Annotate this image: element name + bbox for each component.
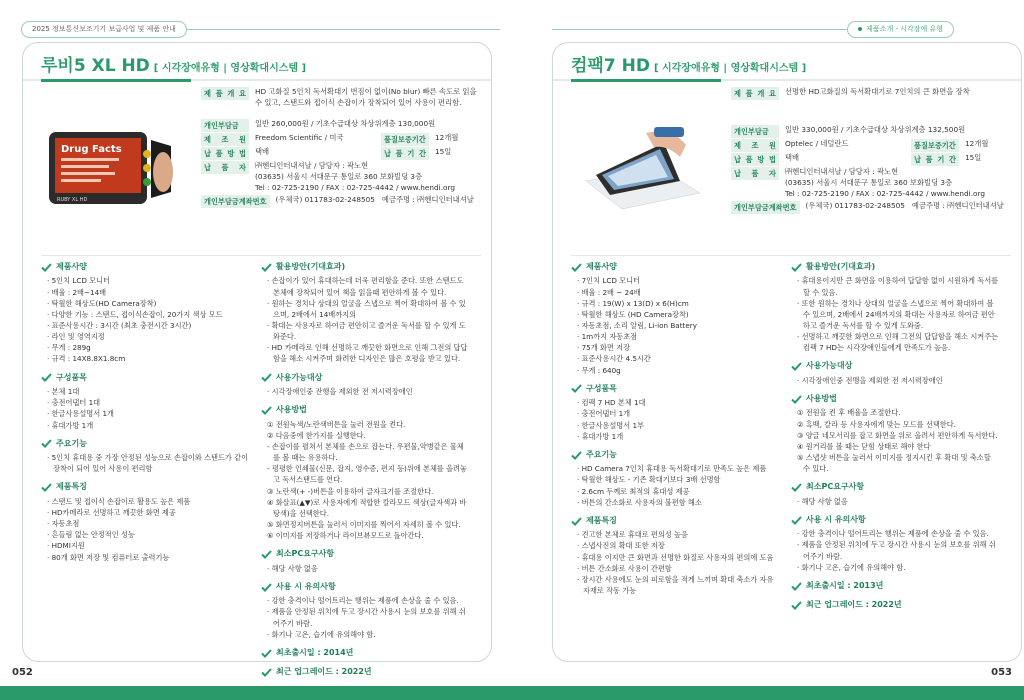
account-holder: 예금주명 : ㈜헨디인터내셔날 bbox=[381, 194, 474, 204]
check-icon bbox=[261, 373, 272, 382]
section-heading bbox=[261, 261, 469, 273]
list-item: · 스냅사진의 확대 또한 저장 bbox=[577, 540, 779, 551]
section-heading bbox=[791, 360, 999, 372]
warranty-label: 품질보증기간 bbox=[911, 139, 959, 152]
section-title: 제품사양 bbox=[56, 262, 87, 271]
account-label: 개인부담금계좌번호 bbox=[201, 195, 270, 208]
supplier-value bbox=[255, 161, 483, 194]
publication-tag: 2025 정보통신보조기기 보급사업 및 제품 안내 bbox=[21, 21, 187, 38]
section-1 bbox=[571, 383, 779, 442]
warranty-label: 품질보증기간 bbox=[381, 133, 429, 146]
section-4 bbox=[261, 581, 469, 640]
section-list bbox=[261, 386, 469, 397]
list-item: · 라인 및 영역지정 bbox=[47, 331, 249, 342]
dot-icon bbox=[858, 27, 862, 31]
list-item: · 시각장애인중 전맹을 제외한 전 저시력장애인 bbox=[797, 375, 999, 386]
list-item: · 스탠드 및 접이식 손잡이로 활용도 높은 제품 bbox=[47, 496, 249, 507]
overview-value: HD 고화질 5인치 독서확대기 번짐이 없이(No blur) 빠른 속도로 읽을 수 있고, 스탠드와 접이식 손잡이가 장착되어 있어 사용이 편리함. bbox=[255, 87, 477, 107]
list-item: · 80개 화면 저장 및 컴퓨터로 출력기능 bbox=[47, 552, 249, 563]
image-model-text: RUBY XL HD bbox=[57, 197, 88, 203]
section-title: 최근 업그레이드 : 2022년 bbox=[806, 600, 902, 610]
list-item: · 휴대가방 1개 bbox=[47, 420, 249, 431]
details-column-left bbox=[571, 261, 779, 603]
section-heading bbox=[571, 449, 779, 461]
list-item: · 한글사용설명서 1부 bbox=[577, 420, 779, 431]
section-heading bbox=[791, 261, 999, 273]
account-number: (우체국) 011783-02-248505 bbox=[275, 194, 375, 204]
step-line: ⑤ 스냅샷 버튼을 눌러서 이미지를 정지시킨 후 확대 및 축소할 수 있다. bbox=[797, 453, 991, 474]
supplier-label: 납 품 자 bbox=[201, 161, 249, 174]
price-value: 일반 330,000원 / 기초수급대상 차상위계층 132,500원 bbox=[785, 125, 966, 134]
list-item: · 충전어댑터 1대 bbox=[47, 397, 249, 408]
step-line: - 평평한 인쇄물(신문, 잡지, 영수증, 편지 등)위에 본체를 올려놓고 독서스탠드를 연다. bbox=[267, 464, 467, 485]
product-name: 루비5 XL HD bbox=[41, 56, 150, 76]
product-title bbox=[571, 53, 806, 79]
list-item: · 확대는 사용자로 하여금 편안히고 즐거운 독서를 할 수 있게 도와준다. bbox=[267, 320, 469, 342]
overview-label: 제 품 개 요 bbox=[731, 87, 779, 100]
supplier-line-1: ㈜헨디인터내셔날 / 담당자 : 곽노현 bbox=[255, 160, 369, 170]
supplier-line-2: (03635) 서울시 서대문구 통일로 360 보화빌딩 3층 bbox=[255, 171, 423, 181]
list-item: · HD카메라로 선명하고 깨끗한 화면 제공 bbox=[47, 507, 249, 518]
section-3 bbox=[791, 481, 999, 507]
maker-label: 제 조 원 bbox=[731, 139, 779, 152]
supplier-line-1: ㈜헨디인터내셔날 / 담당자 : 곽노현 bbox=[785, 167, 899, 176]
list-item: · 본체 1대 bbox=[47, 386, 249, 397]
step-line: ④ 화살표(▲▼)로 사용자에게 적합한 칼라모드 색상(글자색과 바탕색)을 선택한다. bbox=[267, 497, 467, 518]
section-title: 사용방법 bbox=[806, 394, 837, 404]
spec-table bbox=[731, 87, 1013, 215]
section-list bbox=[571, 275, 779, 375]
magnifier-device-image bbox=[47, 128, 175, 208]
section-heading bbox=[791, 599, 999, 611]
delivery-label: 납 품 방 법 bbox=[731, 153, 779, 166]
section-list bbox=[41, 386, 249, 431]
price-value: 일반 260,000원 / 기초수급대상 차상위계층 130,000원 bbox=[255, 118, 436, 128]
maker-value: Optelec / 네덜란드 bbox=[785, 139, 849, 148]
section-title: 최초출시일 : 2013년 bbox=[806, 580, 884, 590]
section-3 bbox=[41, 481, 249, 562]
account-value bbox=[806, 201, 1014, 212]
section-title: 주요기능 bbox=[586, 449, 617, 459]
section-title: 제품특징 bbox=[56, 482, 87, 492]
price-label: 개인부담금 bbox=[201, 119, 249, 132]
list-item: · 75개 화면 저장 bbox=[577, 342, 779, 353]
delivery-value: 택배 bbox=[255, 146, 270, 156]
section-0 bbox=[571, 261, 779, 376]
check-icon bbox=[791, 263, 802, 272]
account-holder: 예금주명 : ㈜헨디인터내셔날 bbox=[911, 200, 1004, 210]
section-list bbox=[261, 595, 469, 640]
check-icon bbox=[571, 451, 582, 460]
account-label: 개인부담금계좌번호 bbox=[731, 201, 800, 214]
supplier-label: 납 품 자 bbox=[731, 167, 779, 180]
list-item: · 2.6cm 두께로 최적의 휴대성 제공 bbox=[577, 486, 779, 497]
list-item: · 탁월한 해상도 - 기존 확대기보다 3배 선명함 bbox=[577, 474, 779, 485]
list-item: · 원하는 경치나 상대의 얼굴을 스냅으로 찍어 확대하여 볼 수 있으며, 2배에서 14배까지의 bbox=[267, 298, 469, 320]
section-heading bbox=[571, 515, 779, 527]
step-line: ② 다음중에 한가지를 실행한다. bbox=[267, 430, 366, 440]
list-item: · 해당 사항 없음 bbox=[797, 496, 999, 507]
list-item: · 7인치 LCD 모니터 bbox=[577, 275, 779, 286]
check-icon bbox=[791, 601, 802, 610]
section-list bbox=[791, 375, 999, 386]
delivery-value: 택배 bbox=[785, 153, 800, 162]
warranty-value: 12개월 bbox=[965, 139, 989, 148]
section-list bbox=[261, 563, 469, 574]
details-column-right bbox=[791, 261, 999, 619]
page-number-left: 052 bbox=[12, 666, 33, 678]
header-rule-right bbox=[552, 29, 852, 30]
section-list bbox=[571, 463, 779, 508]
section-heading bbox=[41, 481, 249, 493]
list-item: · 장시간 사용에도 눈의 피로함을 적게 느끼며 확대 축소가 자유 자재로 작동 가능 bbox=[577, 574, 779, 596]
section-list bbox=[791, 528, 999, 573]
section-list bbox=[571, 529, 779, 596]
period-label: 납 품 기 간 bbox=[911, 153, 959, 166]
check-icon bbox=[791, 362, 802, 371]
check-icon bbox=[41, 483, 52, 492]
section-list bbox=[41, 496, 249, 563]
list-item: · 규격 : 14X8.8X1.8cm bbox=[47, 353, 249, 364]
list-item: · 5인치 LCD 모니터 bbox=[47, 275, 249, 286]
section-title: 최소PC요구사항 bbox=[806, 482, 865, 492]
price-label: 개인부담금 bbox=[731, 125, 779, 138]
list-item: · 자동초점 bbox=[47, 518, 249, 529]
section-heading bbox=[261, 647, 469, 659]
check-icon bbox=[41, 373, 52, 382]
list-item: · 화기나 고온, 습기에 유의해야 함. bbox=[797, 562, 999, 573]
list-item: · 강한 충격이나 떨어트리는 행위는 제품에 손상을 줄 수 있음. bbox=[797, 528, 999, 539]
check-icon bbox=[571, 384, 582, 393]
section-2 bbox=[261, 404, 469, 541]
list-item: · 다양한 기능 : 스탠드, 접이식손잡이, 20가지 색상 모드 bbox=[47, 309, 249, 320]
list-item: · HDMI지원 bbox=[47, 540, 249, 551]
section-title: 활용방안(기대효과) bbox=[276, 262, 346, 271]
section-list bbox=[41, 452, 249, 474]
step-line: ① 전원녹색/노란색버튼을 눌러 전원을 켠다. bbox=[267, 419, 406, 429]
supplier-line-3: Tel : 02-725-2190 / FAX : 02-725-4442 / www.hendi.org bbox=[785, 188, 985, 198]
section-2 bbox=[791, 393, 999, 474]
step-line: - 손잡이를 펼쳐서 본체를 손으로 잡는다. 우편물,약병같은 물체를 볼 때는 유용하다. bbox=[267, 441, 464, 463]
section-heading bbox=[791, 514, 999, 526]
list-item: · 제품을 안정된 위치에 두고 장시간 사용시 눈의 보호를 위해 쉬어주기 바람. bbox=[797, 539, 999, 561]
list-item: · 1m까지 자동초점 bbox=[577, 331, 779, 342]
list-item: · 표준사용시간 : 3시간 (최초 충전시간 3시간) bbox=[47, 320, 249, 331]
section-heading bbox=[261, 372, 469, 384]
list-item: · 충전어댑터 1개 bbox=[577, 408, 779, 419]
section-title: 활용방안(기대효과) bbox=[806, 262, 876, 271]
step-line: ① 전원을 켠 후 배율을 조절한다. bbox=[797, 408, 901, 418]
list-item: · HD Camera 7인치 휴대용 독서확대기로 만족도 높은 제품 bbox=[577, 463, 779, 474]
step-line: ④ 원거리를 볼 때는 닫힘 상태로 해야 한다 bbox=[797, 441, 931, 451]
product-photo bbox=[571, 93, 711, 243]
section-tag bbox=[847, 21, 954, 38]
section-2 bbox=[571, 449, 779, 508]
list-item: · 제품을 안정된 위치에 두고 장시간 사용시 눈의 보호를 위해 쉬어주기 바람. bbox=[267, 606, 469, 628]
section-title: 사용방법 bbox=[276, 405, 307, 415]
list-item: · 무게 : 640g bbox=[577, 365, 779, 376]
product-category: [ 시각장애유형 | 영상확대시스템 ] bbox=[153, 63, 307, 74]
section-heading bbox=[261, 404, 469, 416]
section-title: 사용가능대상 bbox=[806, 361, 853, 371]
magnifier-device-image bbox=[576, 123, 706, 213]
check-icon bbox=[41, 263, 52, 272]
section-heading bbox=[571, 261, 779, 273]
image-brand-text: Drug Facts bbox=[61, 144, 122, 155]
section-heading bbox=[791, 393, 999, 405]
period-value: 15일 bbox=[965, 153, 982, 162]
section-list bbox=[791, 275, 999, 353]
list-item: · 배율 : 2배 ~ 24배 bbox=[577, 287, 779, 298]
product-page-compact bbox=[552, 42, 1022, 662]
list-item: · 탁월한 해상도(HD Camera장착) bbox=[47, 298, 249, 309]
section-1 bbox=[791, 360, 999, 386]
title-accent-bar bbox=[41, 79, 191, 82]
step-line: ③ 양글 네모서리를 잡고 화면을 위로 올려서 편안하게 독서한다. bbox=[797, 430, 998, 440]
list-item: · 무게 : 289g bbox=[47, 342, 249, 353]
step-line: ② 흑백, 칼라 등 사용자에게 맞는 모드를 선택한다. bbox=[797, 419, 956, 429]
section-title: 제품사양 bbox=[586, 262, 617, 271]
section-title: 주요기능 bbox=[56, 438, 87, 448]
list-item: · 화기나 고온, 습기에 유의해야 함. bbox=[267, 629, 469, 640]
section-6 bbox=[261, 666, 469, 678]
details-column-left bbox=[41, 261, 249, 570]
list-item: · 자동초점, 소리 알림, Li-ion Battery bbox=[577, 320, 779, 331]
section-heading bbox=[41, 372, 249, 384]
list-item: · HD 카메라로 인해 선명하고 깨끗한 화면으로 인해 그전의 답답함을 해소 시켜주며 화려한 디자인은 많은 호평을 받고 있다. bbox=[267, 342, 469, 364]
list-item: · 휴대가방 1개 bbox=[577, 431, 779, 442]
check-icon bbox=[791, 395, 802, 404]
section-list bbox=[261, 275, 469, 364]
list-item: · 선명하고 깨끗한 화면으로 인해 그전의 답답함을 해소 시켜주는 컴팩 7 HD는 시각장애인들에게 만족도가 높음. bbox=[797, 331, 999, 353]
section-heading bbox=[261, 548, 469, 560]
step-line: ⑥ 이미지를 저장하거나 라이브뷰모드로 돌아간다. bbox=[267, 531, 424, 541]
list-item: · 시각장애인중 잔행을 제외한 전 저시력장애인 bbox=[267, 386, 469, 397]
period-label: 납 품 기 간 bbox=[381, 147, 429, 160]
supplier-line-3: Tel : 02-725-2190 / FAX : 02-725-4442 / www.hendi.org bbox=[255, 182, 455, 192]
account-value bbox=[276, 195, 484, 206]
list-item: · 흔들림 없는 안정적인 성능 bbox=[47, 529, 249, 540]
product-title bbox=[41, 53, 306, 79]
product-name: 컴팩7 HD bbox=[571, 56, 650, 76]
section-title: 사용 시 유의사항 bbox=[276, 581, 336, 591]
section-title: 제품특징 bbox=[586, 515, 617, 525]
section-title: 최초출시일 : 2014년 bbox=[276, 647, 354, 657]
list-item: · 강한 충격이나 떨어트리는 행위는 제품에 손상을 줄 수 있음. bbox=[267, 595, 469, 606]
list-item: · 컴팩 7 HD 본체 1대 bbox=[577, 397, 779, 408]
product-page-ruby bbox=[22, 42, 492, 677]
list-item: · 배율 : 2배~14배 bbox=[47, 287, 249, 298]
section-2 bbox=[41, 438, 249, 475]
check-icon bbox=[571, 517, 582, 526]
section-divider bbox=[571, 255, 1011, 256]
section-5 bbox=[261, 647, 469, 659]
section-0 bbox=[261, 261, 469, 365]
account-number: (우체국) 011783-02-248505 bbox=[805, 200, 905, 210]
warranty-value: 12개월 bbox=[435, 132, 459, 142]
section-title: 사용 시 유의사항 bbox=[806, 514, 866, 524]
list-item: · 견고한 본체로 휴대로 편의성 높음 bbox=[577, 529, 779, 540]
section-heading bbox=[791, 580, 999, 592]
page-number-right: 053 bbox=[991, 666, 1012, 678]
section-list bbox=[41, 275, 249, 364]
section-list bbox=[791, 496, 999, 507]
maker-value: Freedom Scientific / 미국 bbox=[255, 132, 344, 142]
step-line: ③ 노란색(+ -)버튼을 이용하여 글자크기를 조절한다. bbox=[267, 486, 434, 496]
step-line: ⑤ 화면정지버튼을 눌러서 이미지를 찍어서 자세히 볼 수 있다. bbox=[267, 519, 461, 529]
check-icon bbox=[261, 263, 272, 272]
check-icon bbox=[791, 582, 802, 591]
section-list bbox=[571, 397, 779, 442]
list-item: · 또한 원하는 경치나 상대의 얼굴을 스냅으로 찍어 확대하여 볼 수 있으며, 2배에서 24배까지의 확대는 사용자로 하여금 편안하고 즐거운 독서를 할 수 있게 도와줌. bbox=[797, 298, 999, 331]
check-icon bbox=[261, 668, 272, 677]
overview-label: 제 품 개 요 bbox=[201, 87, 249, 100]
check-icon bbox=[791, 516, 802, 525]
check-icon bbox=[261, 550, 272, 559]
section-heading bbox=[791, 481, 999, 493]
section-divider bbox=[41, 255, 481, 256]
details-column-right bbox=[261, 261, 469, 686]
page-header bbox=[0, 0, 1024, 42]
check-icon bbox=[571, 263, 582, 272]
section-title: 구성품목 bbox=[586, 383, 617, 393]
section-tag-text: 제품소개 - 시각장애 유형 bbox=[866, 25, 943, 33]
list-item: · 휴대용이지만 큰 화면을 이용하여 답답함 없이 시원하게 독서를 할 수 있음. bbox=[797, 275, 999, 297]
overview-value: 선명한 HD고화질의 독서확대기로 7인치의 큰 화면을 장착 bbox=[785, 87, 970, 96]
check-icon bbox=[41, 439, 52, 448]
list-item: · 손잡이가 있어 휴대하는데 더욱 편리함을 준다. 또한 스탠드도 본체에 장착되어 있어 책을 읽을때 편안하게 볼 수 있다. bbox=[267, 275, 469, 297]
section-heading bbox=[261, 666, 469, 678]
check-icon bbox=[791, 483, 802, 492]
section-heading bbox=[41, 438, 249, 450]
section-heading bbox=[571, 383, 779, 395]
section-title: 최근 업그레이드 : 2022년 bbox=[276, 667, 372, 677]
section-3 bbox=[571, 515, 779, 596]
check-icon bbox=[261, 406, 272, 415]
section-3 bbox=[261, 548, 469, 574]
product-category: [ 시각장애유형 | 영상확대시스템 ] bbox=[653, 63, 807, 74]
spec-table bbox=[201, 87, 483, 209]
list-item: · 탁월한 해상도 (HD Camera장착) bbox=[577, 309, 779, 320]
section-0 bbox=[791, 261, 999, 353]
list-item: · 해당 사항 없음 bbox=[267, 563, 469, 574]
list-item: · 한글사용설명서 1개 bbox=[47, 408, 249, 419]
list-item: · 규격 : 19(W) x 13(D) x 6(H)cm bbox=[577, 298, 779, 309]
section-title: 최소PC요구사항 bbox=[276, 549, 335, 559]
section-heading bbox=[41, 261, 249, 273]
supplier-value bbox=[785, 167, 1013, 200]
section-0 bbox=[41, 261, 249, 365]
list-item: · 5인치 휴대용 중 가장 안정된 성능으로 손잡이와 스탠드가 같이 장착이 되어 있어 사용이 편리함 bbox=[47, 452, 249, 474]
section-heading bbox=[261, 581, 469, 593]
period-value: 15일 bbox=[435, 146, 452, 156]
delivery-label: 납 품 방 법 bbox=[201, 147, 249, 160]
list-item: · 버튼 간소화로 사용이 간편함 bbox=[577, 563, 779, 574]
supplier-line-2: (03635) 서울시 서대문구 통일로 360 보화빌딩 3층 bbox=[785, 177, 953, 187]
section-4 bbox=[791, 514, 999, 573]
section-6 bbox=[791, 599, 999, 611]
list-item: · 휴대용 이지만 큰 화면과 선명한 화질로 사용자의 편의에 도움 bbox=[577, 552, 779, 563]
title-accent-bar bbox=[571, 79, 721, 82]
section-title: 사용가능대상 bbox=[276, 372, 323, 382]
footer-bar bbox=[0, 686, 1024, 700]
section-1 bbox=[41, 372, 249, 431]
product-photo bbox=[41, 93, 181, 243]
section-5 bbox=[791, 580, 999, 592]
section-title: 구성품목 bbox=[56, 372, 87, 382]
check-icon bbox=[261, 583, 272, 592]
section-1 bbox=[261, 372, 469, 398]
list-item: · 버튼의 간소화로 사용자의 불편함 해소 bbox=[577, 497, 779, 508]
list-item: · 표준사용시간 4.5시간 bbox=[577, 353, 779, 364]
header-rule-left bbox=[150, 29, 500, 30]
maker-label: 제 조 원 bbox=[201, 133, 249, 146]
check-icon bbox=[261, 649, 272, 658]
